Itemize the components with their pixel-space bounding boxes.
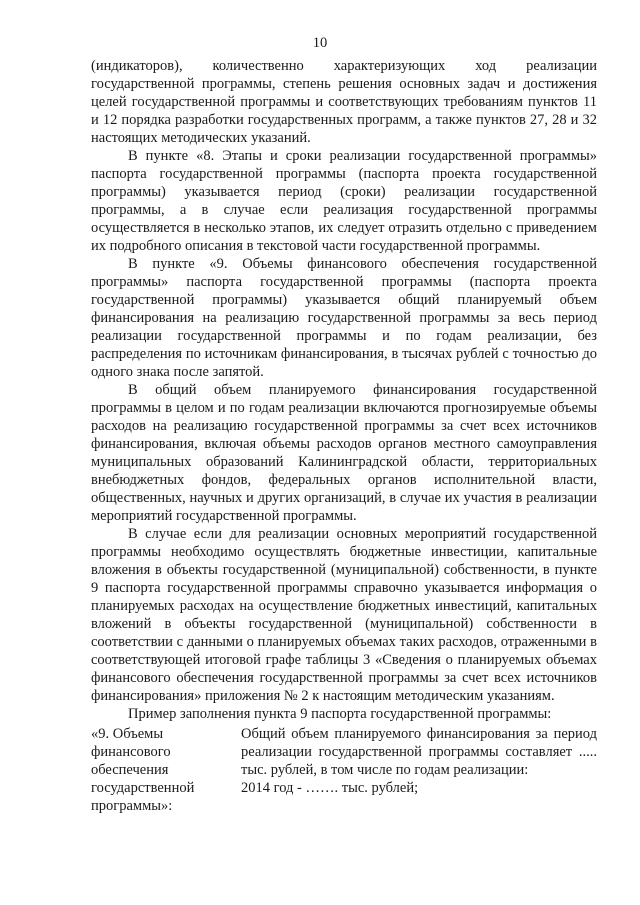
paragraph-total-volume: В общий объем планируемого финансирования государственной программы в целом и по годам реализации включаются прогнозируемые объемы расходов на реализацию государственной программы за счет всех источников финансирования, включая объемы расходов органов местного самоуправления муниципальных образований Калининградской области, территориальных внебюджетных фондов, федеральных органов исполнительной власти, общественных, научных и других организаций, в случае их участия в реализации мероприятий государственной программы.: [91, 382, 597, 524]
paragraph-item-9: В пункте «9. Объемы финансового обеспечения государственной программы» паспорта государственной программы (паспорта проекта государственной программы) указывается общий планируемый объем финансирования на реализацию государственной программы за весь период реализации государственной программы и по годам реализации, без распределения по источникам финансирования, в тысячах рублей с точностью до одного знака после запятой.: [91, 256, 597, 380]
example-label-line: программы»:: [91, 798, 173, 814]
example-value-cell: [241, 725, 597, 815]
page-number: 10: [312, 35, 328, 51]
example-label-line: государственной: [91, 780, 195, 796]
document-body: [91, 57, 597, 815]
example-value-text: Общий объем планируемого финансирования за период реализации государственной программы составляет ..... тыс. рублей, в том числе по годам реализации:: [241, 726, 597, 778]
example-label-line: «9. Объемы: [91, 726, 164, 742]
example-label-line: обеспечения: [91, 762, 169, 778]
paragraph-investments: В случае если для реализации основных мероприятий государственной программы необходимо осуществлять бюджетные инвестиции, капитальные вложения в объекты государственной (муниципальной) собственности, в пункте 9 паспорта государственной программы справочно указывается информация о планируемых расходах на осуществление бюджетных инвестиций, капитальных вложений в объекты государственной (муниципальной) собственности в соответствии с данными о планируемых объемах таких расходов, отраженными в соответствующей итоговой графе таблицы 3 «Сведения о планируемых объемах финансового обеспечения государственной программы за счет всех источников финансирования» приложения № 2 к настоящим методическим указаниям.: [91, 526, 597, 704]
example-year-line: 2014 год - ……. тыс. рублей;: [241, 780, 419, 796]
paragraph-continuation: (индикаторов), количественно характеризующих ход реализации государственной программы, степень решения основных задач и достижения целей государственной программы и соответствующих требованиям пунктов 11 и 12 порядка разработки государственных программ, а также пунктов 27, 28 и 32 настоящих методических указаний.: [91, 58, 597, 146]
paragraph-example-intro: Пример заполнения пункта 9 паспорта государственной программы:: [128, 706, 552, 722]
example-label-line: финансового: [91, 744, 171, 760]
example-table: [91, 725, 597, 815]
paragraph-item-8: В пункте «8. Этапы и сроки реализации государственной программы» паспорта государственной программы (паспорта проекта государственной программы) указывается период (сроки) реализации государственной программы, а в случае если реализация государственной программы осуществляется в несколько этапов, их следует отразить отдельно с приведением их подробного описания в текстовой части государственной программы.: [91, 148, 597, 254]
example-label-cell: [91, 725, 241, 815]
